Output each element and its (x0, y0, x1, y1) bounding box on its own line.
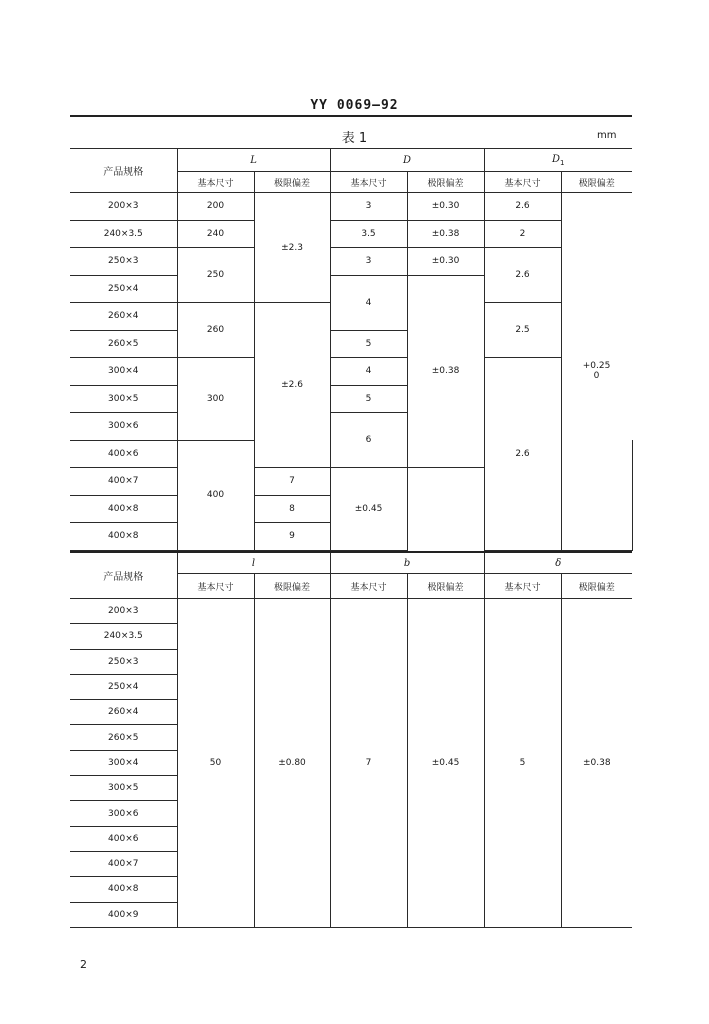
D-basic-cell: 8 (254, 495, 330, 523)
dimension-table-1 (70, 148, 633, 551)
D-basic-cell: 4 (330, 275, 407, 330)
D-tol-cell: ±0.38 (407, 220, 484, 248)
L-basic-cell: 400 (177, 440, 254, 550)
L-tol-cell: ±2.6 (254, 303, 330, 468)
L-basic-cell: 200 (177, 193, 254, 221)
spec-cell: 400×6 (70, 440, 177, 468)
D1-tol-lower: 0 (593, 371, 600, 382)
D1-basic-cell: 2.5 (484, 303, 561, 358)
delta-tol-cell: ±0.38 (561, 599, 632, 928)
spec-cell: 250×4 (70, 674, 177, 699)
L-basic-cell: 240 (177, 220, 254, 248)
spec-cell: 250×3 (70, 248, 177, 276)
dimension-table-2 (70, 551, 632, 928)
D1-basic-cell: 2.6 (484, 358, 561, 551)
spec-cell: 400×8 (70, 523, 177, 551)
sub-header: 基本尺寸 (484, 172, 561, 193)
L-basic-cell: 250 (177, 248, 254, 303)
sub-header: 极限偏差 (407, 172, 484, 193)
D1-basic-cell: 2.6 (484, 193, 561, 221)
sub-header: 基本尺寸 (177, 574, 254, 599)
L-basic-cell: 300 (177, 358, 254, 441)
spec-cell: 250×4 (70, 275, 177, 303)
D-tol-cell: ±0.30 (407, 248, 484, 276)
L-basic-cell: 260 (177, 303, 254, 358)
delta-basic-cell: 5 (484, 599, 561, 928)
spec-cell: 400×8 (70, 877, 177, 902)
spec-cell: 240×3.5 (70, 624, 177, 649)
spec-cell: 400×7 (70, 468, 177, 496)
group-header-delta: δ (484, 552, 632, 574)
D1-tol-upper: +0.25 (582, 361, 611, 372)
sub-header: 极限偏差 (254, 574, 330, 599)
spec-cell: 260×4 (70, 700, 177, 725)
D-basic-cell: 5 (330, 330, 407, 358)
group-header-D1: $D_1$ (484, 149, 632, 172)
page-header (0, 94, 709, 113)
spec-cell: 300×4 (70, 750, 177, 775)
b-tol-cell: ±0.45 (407, 599, 484, 928)
l-tol-cell: ±0.80 (254, 599, 330, 928)
sub-header: 基本尺寸 (330, 574, 407, 599)
spec-cell: 400×8 (70, 495, 177, 523)
spec-cell: 300×6 (70, 801, 177, 826)
spec-cell: 400×6 (70, 826, 177, 851)
spec-cell: 300×6 (70, 413, 177, 441)
D-basic-cell: 7 (254, 468, 330, 496)
unit-label: mm (597, 130, 617, 141)
D-tol-cell: ±0.38 (407, 275, 484, 468)
sub-header: 基本尺寸 (484, 574, 561, 599)
b-basic-cell: 7 (330, 599, 407, 928)
D-tol-cell: ±0.30 (407, 193, 484, 221)
D1-basic-cell: 2.6 (484, 248, 561, 303)
D1-tol-cell (561, 193, 632, 551)
D1-basic-cell: 2 (484, 220, 561, 248)
spec-cell: 300×5 (70, 385, 177, 413)
D-basic-cell: 3.5 (330, 220, 407, 248)
spec-cell: 260×5 (70, 330, 177, 358)
D-basic-cell: 9 (254, 523, 330, 551)
spec-cell: 240×3.5 (70, 220, 177, 248)
sub-header: 极限偏差 (561, 574, 632, 599)
sub-header: 基本尺寸 (177, 172, 254, 193)
sub-header: 极限偏差 (407, 574, 484, 599)
spec-cell: 260×5 (70, 725, 177, 750)
D-tol-cell: ±0.45 (330, 468, 407, 551)
spec-cell: 200×3 (70, 193, 177, 221)
group-header-b: b (330, 552, 484, 574)
D-basic-cell: 3 (330, 193, 407, 221)
spec-cell: 300×5 (70, 776, 177, 801)
spec-cell: 400×9 (70, 902, 177, 927)
sub-header: 基本尺寸 (330, 172, 407, 193)
page-number: 2 (80, 958, 87, 971)
D-basic-cell: 3 (330, 248, 407, 276)
sub-header: 极限偏差 (254, 172, 330, 193)
group-header-L: L (177, 149, 330, 172)
spec-header: 产品规格 (70, 552, 177, 599)
spec-cell: 200×3 (70, 599, 177, 624)
table-title: 表 1 (341, 131, 368, 146)
D-basic-cell: 5 (330, 385, 407, 413)
spec-cell: 260×4 (70, 303, 177, 331)
l-basic-cell: 50 (177, 599, 254, 928)
standard-code: YY 0069—92 (310, 98, 399, 113)
L-tol-cell: ±2.3 (254, 193, 330, 303)
spec-cell: 400×7 (70, 851, 177, 876)
spec-cell: 250×3 (70, 649, 177, 674)
spec-cell: 300×4 (70, 358, 177, 386)
group-header-l: l (177, 552, 330, 574)
sub-header: 极限偏差 (561, 172, 632, 193)
header-rule (70, 115, 632, 117)
spec-header: 产品规格 (70, 149, 177, 193)
D-basic-cell: 6 (330, 413, 407, 468)
group-header-D: D (330, 149, 484, 172)
D-basic-cell: 4 (330, 358, 407, 386)
